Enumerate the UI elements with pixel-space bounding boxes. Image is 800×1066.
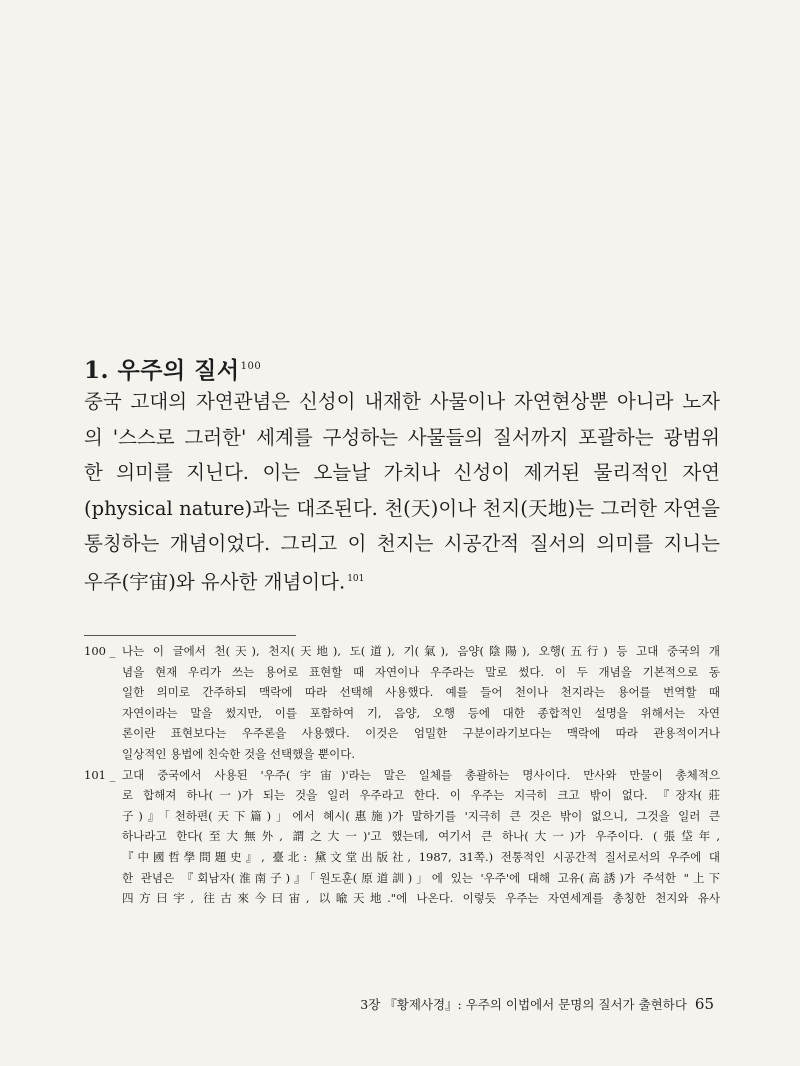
footnote-line: 일상적인 용법에 친숙한 것을 선택했을 뿐이다. xyxy=(122,746,356,761)
footnote-101 xyxy=(84,765,720,909)
footnote-line: 고대 중국에서 사용된 '우주(宇宙)'라는 말은 일체를 총괄하는 명사이다. 만사와 만물이 총체적으 xyxy=(122,767,720,782)
footnote-number: 100 _ xyxy=(84,644,116,658)
footnote-number: 101 _ xyxy=(84,767,116,782)
body-line-last xyxy=(84,562,720,598)
footnote-ref-100: 100 xyxy=(240,361,262,373)
body-line: 통칭하는 개념이었다. 그리고 이 천지는 시공간적 질서의 의미를 지니는 xyxy=(84,532,720,555)
body-line: 중국 고대의 자연관념은 신성이 내재한 사물이나 자연현상뿐 아니라 노자 xyxy=(84,390,720,413)
footnote-line: 나는 이 글에서 천(天), 천지(天地), 도(道), 기(氣), 음양(陰陽), 오행(五行) 등 고대 중국의 개 xyxy=(122,644,720,658)
section-title-text: 1. 우주의 질서 xyxy=(84,357,240,384)
footnote-line: 四方曰宇, 往古來今曰宙, 以喩天地."에 나온다. 이렇듯 우주는 자연세계를 총칭한 천지와 유사 xyxy=(122,891,720,906)
page-number: 65 xyxy=(694,995,714,1013)
footnote-line: 로 합해져 하나(一)가 되는 것을 일러 우주라고 한다. 이 우주는 지극히 크고 밖이 없다. 『장자(莊 xyxy=(122,788,720,803)
section-title xyxy=(84,352,261,385)
footnote-line: 子)』「천하편(天下篇)」에서 혜시(惠施)가 말하기를 '지극히 큰 것은 밖이 없으니, 그것을 일러 큰 xyxy=(122,808,720,823)
footnote-line: 『中國哲學問題史』, 臺北: 黛文堂出版社, 1987, 31쪽.) 전통적인 시공간적 질서로서의 우주에 대 xyxy=(122,849,720,864)
footnote-line: 념을 현재 우리가 쓰는 용어로 표현할 때 자연이나 우주라는 말로 썼다. 이 두 개념을 기본적으로 동 xyxy=(122,664,720,679)
body-line: (physical nature)과는 대조된다. 천(天)이나 천지(天地)는 그러한 자연을 xyxy=(84,496,720,520)
footnote-100 xyxy=(84,641,720,765)
footnote-line: 자연이라는 말을 썼지만, 이를 포함하여 기, 음양, 오행 등에 대한 종합적인 설명을 위해서는 자연 xyxy=(122,705,720,720)
footnote-divider xyxy=(84,635,296,636)
footnote-ref-101: 101 xyxy=(347,573,365,584)
body-line-text: 우주(宇宙)와 유사한 개념이다. xyxy=(84,570,346,593)
body-line: 의 '스스로 그러한' 세계를 구성하는 사물들의 질서까지 포괄하는 광범위 xyxy=(84,425,720,449)
body-paragraph xyxy=(84,384,720,597)
footnote-line: 한 관념은 『회남자(淮南子)』「원도훈(原道訓)」에 있는 '우주'에 대해 고유(高誘)가 주석한 "上下 xyxy=(122,870,720,885)
page-footer xyxy=(360,995,714,1013)
footnote-line: 하나라고 한다(至大無外, 謂之大一)'고 했는데, 여기서 큰 하나(大一)가 우주이다. (張垈年, xyxy=(122,829,720,844)
running-head: 3장 『황제사경』: 우주의 이법에서 문명의 질서가 출현하다 xyxy=(360,997,687,1012)
footnote-line: 론이란 표현보다는 우주론을 사용했다. 이것은 엄밀한 구분이라기보다는 맥락에 따라 관용적이거나 xyxy=(122,726,720,741)
body-line: 한 의미를 지닌다. 이는 오늘날 가치나 신성이 제거된 물리적인 자연 xyxy=(84,461,720,484)
footnote-line: 일한 의미로 간주하되 맥락에 따라 선택해 사용했다. 예를 들어 천이나 천지라는 용어를 번역할 때 xyxy=(122,685,720,700)
footnotes xyxy=(84,641,720,909)
